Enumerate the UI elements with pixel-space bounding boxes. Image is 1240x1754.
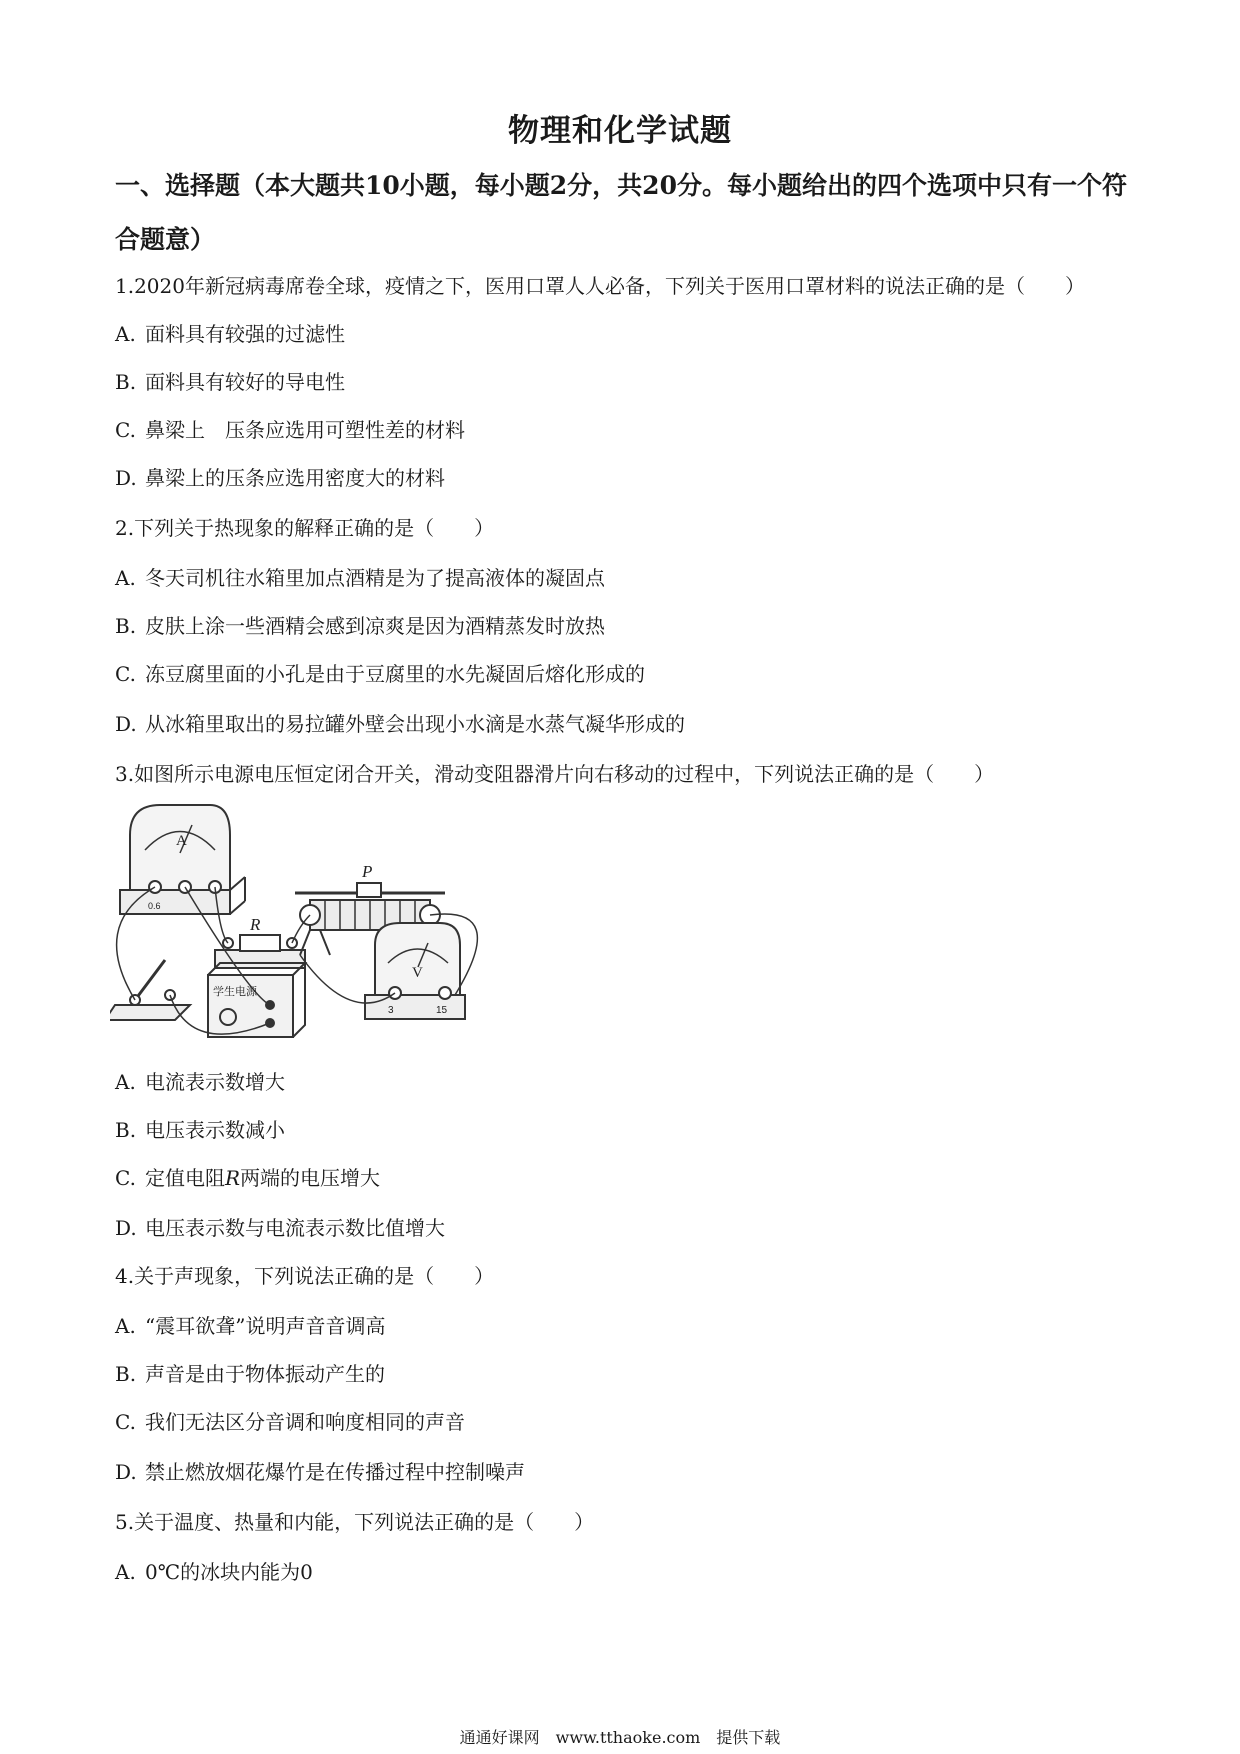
question-1-option-a xyxy=(115,318,345,347)
option-letter: A. xyxy=(115,1560,136,1584)
question-3-option-c xyxy=(115,1162,380,1191)
option-letter: A. xyxy=(115,1070,136,1094)
question-2-option-c xyxy=(115,658,645,687)
question-3-option-a xyxy=(115,1066,285,1095)
option-text: 面料具有较好的导电性 xyxy=(145,370,345,394)
option-letter: C. xyxy=(115,418,136,442)
question-2-stem: 2.下列关于热现象的解释正确的是（ ） xyxy=(115,516,495,540)
section-heading-line2: 合题意） xyxy=(115,225,216,254)
section-heading-line1: 一、选择题（本大题共10小题，每小题2分，共20分。每小题给出的四个选项中只有一个符 xyxy=(115,171,1127,200)
option-text-pre: 定值电阻 xyxy=(145,1166,225,1190)
question-4-option-a xyxy=(115,1310,385,1339)
option-letter: D. xyxy=(115,1460,137,1484)
option-text-post: 两端的电压增大 xyxy=(240,1166,381,1190)
ammeter-terminal-label: 0.6 xyxy=(148,901,161,911)
option-letter: A. xyxy=(115,566,136,590)
option-letter: B. xyxy=(115,370,137,394)
question-5-stem: 5.关于温度、热量和内能，下列说法正确的是（ ） xyxy=(115,1510,595,1534)
option-letter: C. xyxy=(115,1410,136,1434)
option-letter: D. xyxy=(115,1216,137,1240)
power-supply-icon xyxy=(208,963,305,1037)
option-letter: C. xyxy=(115,662,136,686)
option-text: 鼻梁上的压条应选用密度大的材料 xyxy=(145,466,445,490)
variable-r: R xyxy=(225,1166,241,1190)
question-1-stem: 1.2020年新冠病毒席卷全球，疫情之下，医用口罩人人必备，下列关于医用口罩材料的说法正确的是（ ） xyxy=(115,274,1085,298)
option-letter: D. xyxy=(115,712,137,736)
option-text: 电流表示数增大 xyxy=(145,1070,285,1094)
question-2-option-a xyxy=(115,562,605,591)
option-text: 皮肤上涂一些酒精会感到凉爽是因为酒精蒸发时放热 xyxy=(145,614,605,638)
option-letter: D. xyxy=(115,466,137,490)
question-4-option-b xyxy=(115,1358,385,1387)
question-5-option-a xyxy=(115,1556,313,1585)
voltmeter-terminal-right: 15 xyxy=(436,1005,448,1016)
option-text: 禁止燃放烟花爆竹是在传播过程中控制噪声 xyxy=(145,1460,525,1484)
ammeter-label: A xyxy=(176,833,187,849)
question-1-option-c xyxy=(115,414,465,443)
option-text: 0℃的冰块内能为0 xyxy=(145,1560,313,1584)
option-text: 鼻梁上 压条应选用可塑性差的材料 xyxy=(145,418,465,442)
page-title: 物理和化学试题 xyxy=(508,113,732,149)
option-text: 冻豆腐里面的小孔是由于豆腐里的水先凝固后熔化形成的 xyxy=(145,662,645,686)
question-3-option-b xyxy=(115,1114,285,1143)
option-text: 从冰箱里取出的易拉罐外壁会出现小水滴是水蒸气凝华形成的 xyxy=(145,712,685,736)
option-text: 冬天司机往水箱里加点酒精是为了提高液体的凝固点 xyxy=(145,566,605,590)
option-text: 面料具有较强的过滤性 xyxy=(145,322,345,346)
question-4-option-d xyxy=(115,1456,525,1485)
power-supply-label: 学生电源 xyxy=(213,985,257,998)
page-footer: 通通好课网 www.tthaoke.com 提供下载 xyxy=(459,1728,781,1747)
option-letter: A. xyxy=(115,1314,136,1338)
voltmeter-label: V xyxy=(412,965,423,981)
option-text: 电压表示数与电流表示数比值增大 xyxy=(145,1216,445,1240)
option-letter: B. xyxy=(115,614,137,638)
option-letter: B. xyxy=(115,1362,137,1386)
option-text: 电压表示数减小 xyxy=(145,1118,285,1142)
option-text: 声音是由于物体振动产生的 xyxy=(145,1362,385,1386)
question-4-stem: 4.关于声现象，下列说法正确的是（ ） xyxy=(115,1264,495,1288)
slider-label: P xyxy=(362,862,373,881)
question-3-option-d xyxy=(115,1212,445,1241)
option-text: 我们无法区分音调和响度相同的声音 xyxy=(145,1410,465,1434)
question-2-option-b xyxy=(115,610,605,639)
option-letter: B. xyxy=(115,1118,137,1142)
question-2-option-d xyxy=(115,708,685,737)
option-letter: A. xyxy=(115,322,136,346)
circuit-figure xyxy=(110,795,535,1055)
resistor-label: R xyxy=(250,915,261,934)
question-3-stem: 3.如图所示电源电压恒定闭合开关，滑动变阻器滑片向右移动的过程中，下列说法正确的是（ ） xyxy=(115,762,995,786)
question-1-option-d xyxy=(115,462,445,491)
question-1-option-b xyxy=(115,366,345,395)
question-4-option-c xyxy=(115,1406,465,1435)
option-text: “震耳欲聋”说明声音音调高 xyxy=(145,1314,386,1338)
option-letter: C. xyxy=(115,1166,136,1190)
voltmeter-terminal-left: 3 xyxy=(388,1005,394,1016)
